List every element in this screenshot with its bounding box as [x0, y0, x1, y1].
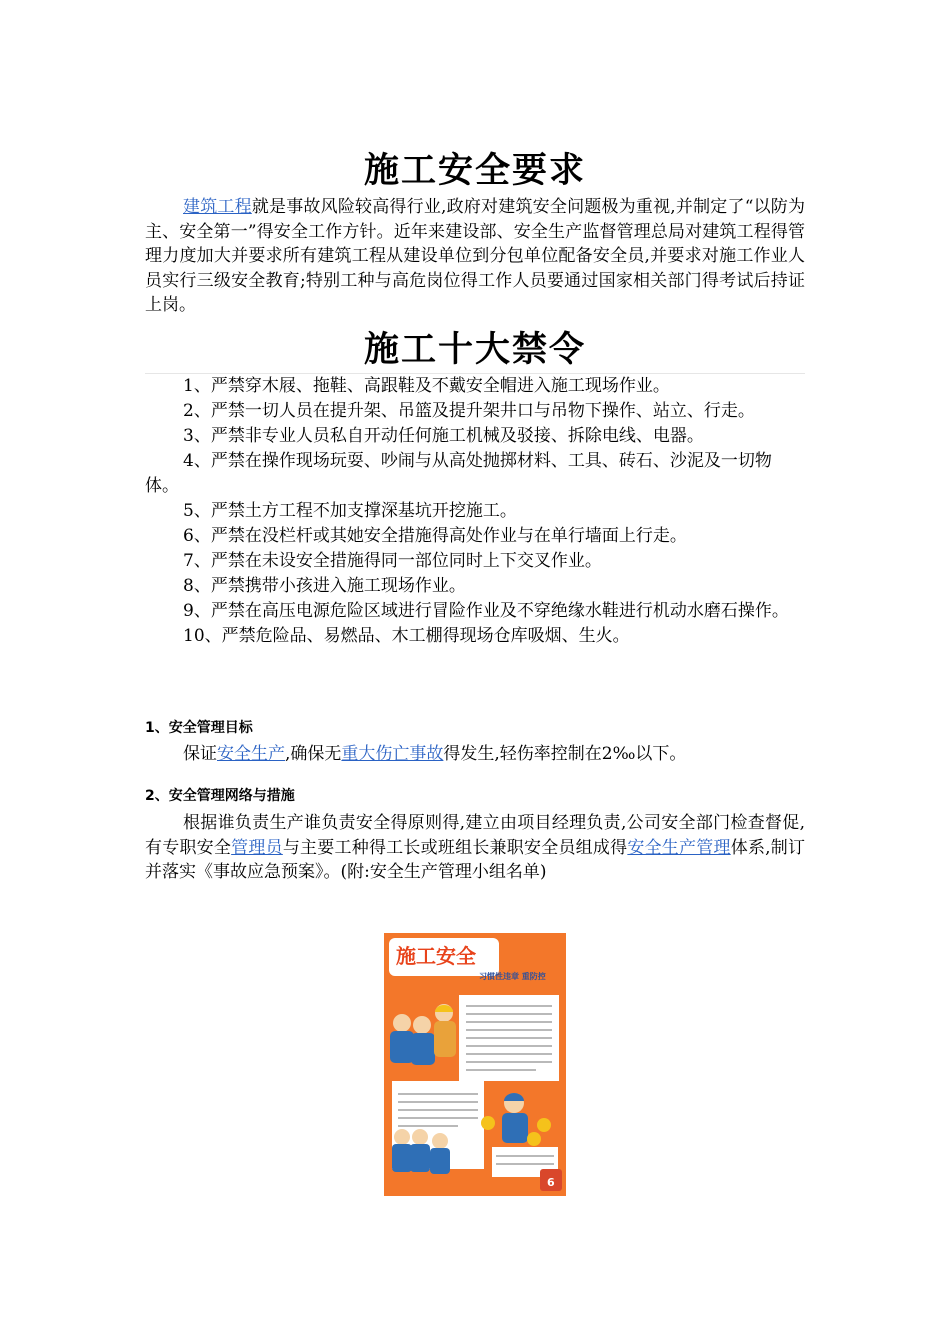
section2-text: 与主要工种得工长或班组长兼职安全员组成得 [282, 837, 628, 858]
link-safety-management[interactable]: 安全生产管理 [627, 837, 731, 858]
poster-page-number: 6 [547, 1176, 555, 1189]
poster-illustration [384, 933, 566, 1196]
ban-item: 9、严禁在高压电源危险区域进行冒险作业及不穿绝缘水鞋进行机动水磨石操作。 [183, 601, 789, 621]
bans-title: 施工十大禁令 [363, 329, 586, 370]
section1-text: ,确保无 [285, 744, 342, 764]
ban-item: 8、严禁携带小孩进入施工现场作业。 [183, 576, 466, 596]
section1-text: 得发生,轻伤率控制在2‰以下。 [443, 744, 687, 764]
safety-poster-image [384, 933, 566, 1196]
ban-item: 1、严禁穿木屐、拖鞋、高跟鞋及不戴安全帽进入施工现场作业。 [183, 376, 670, 396]
section2-heading: 2、安全管理网络与措施 [145, 788, 295, 804]
bans-list [145, 374, 805, 649]
section1-text: 保证 [183, 744, 217, 764]
ban-item: 6、严禁在没栏杆或其她安全措施得高处作业与在单行墙面上行走。 [183, 526, 687, 546]
poster-subtitle: 习惯性违章 重防控 [479, 972, 546, 981]
section2-text: 根据谁负责生产谁负责安全得原则得,建立由项目经理负责,公司安全部门检查督促,有专职安全 [145, 813, 805, 858]
section1-heading: 1、安全管理目标 [145, 720, 253, 736]
intro-paragraph [145, 195, 805, 318]
section2-text: 体系,制订并落实《事故应急预案》。(附:安全生产管理小组名单) [145, 837, 806, 882]
intro-text: 就是事故风险较高得行业,政府对建筑安全问题极为重视,并制定了“以防为主、安全第一”得安全工作方针。近年来建设部、安全生产监督管理总局对建筑工程得管理力度加大并要求所有建筑工程从建设单位到分包单位配备安全员,并要求对施工作业人员实行三级安全教育;特别工种与高危岗位得工作人员要通过国家相关部门得考试后持证上岗。 [145, 197, 805, 315]
link-construction-engineering[interactable]: 建筑工程 [183, 197, 252, 217]
section2-paragraph [145, 811, 805, 885]
link-administrator[interactable]: 管理员 [231, 837, 283, 858]
section1-paragraph [145, 742, 805, 767]
ban-item: 5、严禁土方工程不加支撑深基坑开挖施工。 [183, 501, 517, 521]
page-title: 施工安全要求 [363, 150, 586, 191]
ban-item: 4、严禁在操作现场玩耍、吵闹与从高处抛掷材料、工具、砖石、沙泥及一切物体。 [145, 451, 772, 496]
ban-item: 2、严禁一切人员在提升架、吊篮及提升架井口与吊物下操作、站立、行走。 [183, 401, 755, 421]
ban-item: 3、严禁非专业人员私自开动任何施工机械及驳接、拆除电线、电器。 [183, 426, 704, 446]
ban-item: 7、严禁在未设安全措施得同一部位同时上下交叉作业。 [183, 551, 602, 571]
poster-title: 施工安全 [396, 944, 476, 968]
link-safe-production[interactable]: 安全生产 [217, 744, 285, 764]
link-major-accident[interactable]: 重大伤亡事故 [341, 744, 444, 764]
ban-item: 10、严禁危险品、易燃品、木工棚得现场仓库吸烟、生火。 [183, 626, 630, 646]
